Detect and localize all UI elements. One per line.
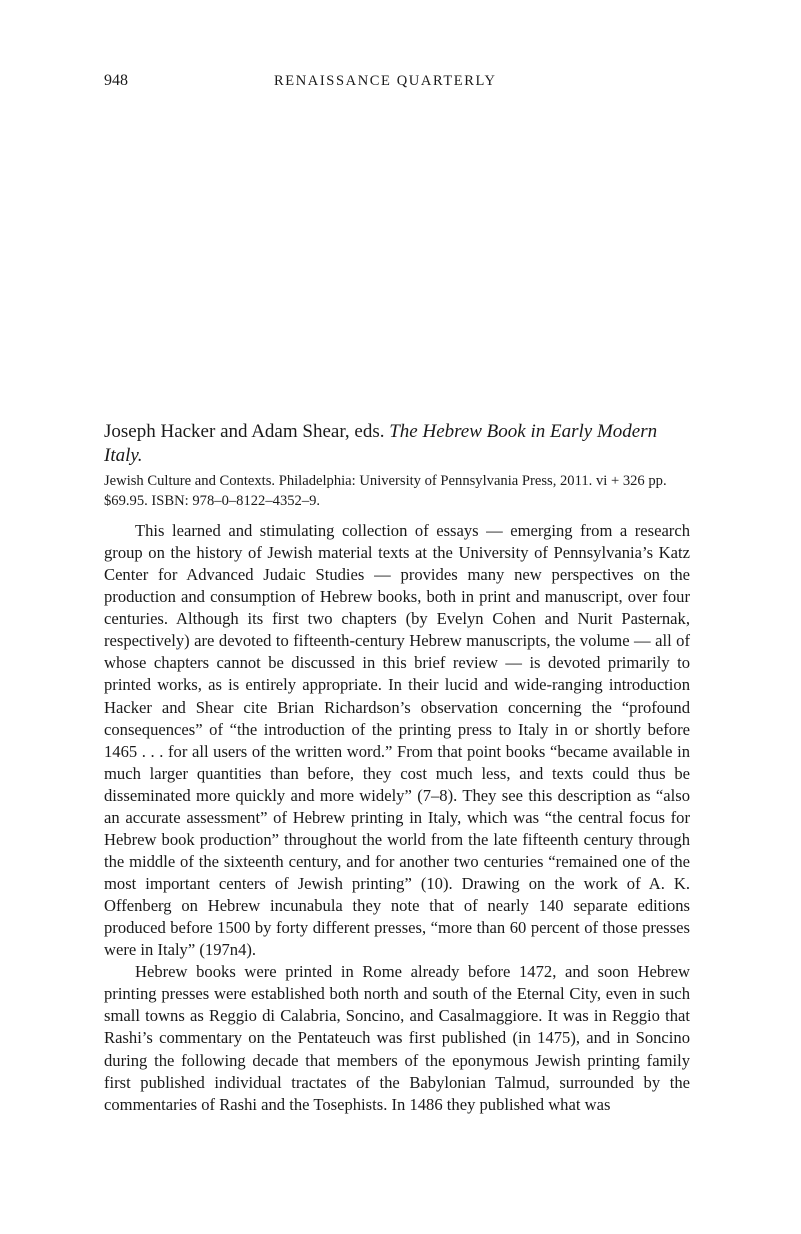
page-number: 948 <box>104 72 128 89</box>
review-body <box>104 520 690 1116</box>
body-paragraph: This learned and stimulating collection of essays — emerging from a research group on the history of Jewish material texts at the University of Pennsylvania’s Katz Center for Advanced Judaic Studies — provides many new perspectives on the production and consumption of Hebrew books, both in print and manuscript, over four centuries. Although its first two chapters (by Evelyn Cohen and Nurit Pasternak, respectively) are devoted to fifteenth-century Hebrew manuscripts, the volume — all of whose chapters cannot be discussed in this brief review — is devoted primarily to printed works, as is entirely appropriate. In their lucid and wide-ranging introduction Hacker and Shear cite Brian Richardson’s observation concerning the “profound consequences” of “the introduction of the printing press to Italy in or shortly before 1465 . . . for all users of the written word.” From that point books “became available in much larger quantities than before, they cost much less, and texts could thus be disseminated more quickly and more widely” (7–8). They see this description as “also an accurate assessment” of Hebrew printing in Italy, which was “the central focus for Hebrew book production” throughout the world from the late fifteenth century through the middle of the sixteenth century, and for another two centuries “remained one of the most important centers of Jewish printing” (10). Drawing on the work of A. K. Offenberg on Hebrew incunabula they note that of nearly 140 separate editions produced before 1500 by forty different presses, “more than 60 percent of those presses were in Italy” (197n4). <box>104 521 690 960</box>
editors: Joseph Hacker and Adam Shear, eds. <box>104 421 385 442</box>
publication-info-line-2: $69.95. ISBN: 978–0–8122–4352–9. <box>104 492 321 509</box>
journal-title: RENAISSANCE QUARTERLY <box>274 73 497 89</box>
review-heading <box>104 420 690 511</box>
body-paragraph: Hebrew books were printed in Rome already before 1472, and soon Hebrew printing presses were established both north and south of the Eternal City, even in such small towns as Reggio di Calabria, Soncino, and Casalmaggiore. It was in Reggio that Rashi’s commentary on the Pentateuch was first published (in 1475), and in Soncino during the following decade that members of the eponymous Jewish printing family first published individual tractates of the Babylonian Talmud, surrounded by the commentaries of Rashi and the Tosephists. In 1486 they published what was <box>104 962 690 1114</box>
running-header <box>104 72 690 94</box>
publication-info-line-1: Jewish Culture and Contexts. Philadelphia: University of Pennsylvania Press, 2011. vi + 326 pp. <box>104 473 667 489</box>
publication-info <box>104 472 690 511</box>
book-citation <box>104 420 690 468</box>
book-title: The Hebrew Book in Early Modern Italy. <box>104 421 658 466</box>
